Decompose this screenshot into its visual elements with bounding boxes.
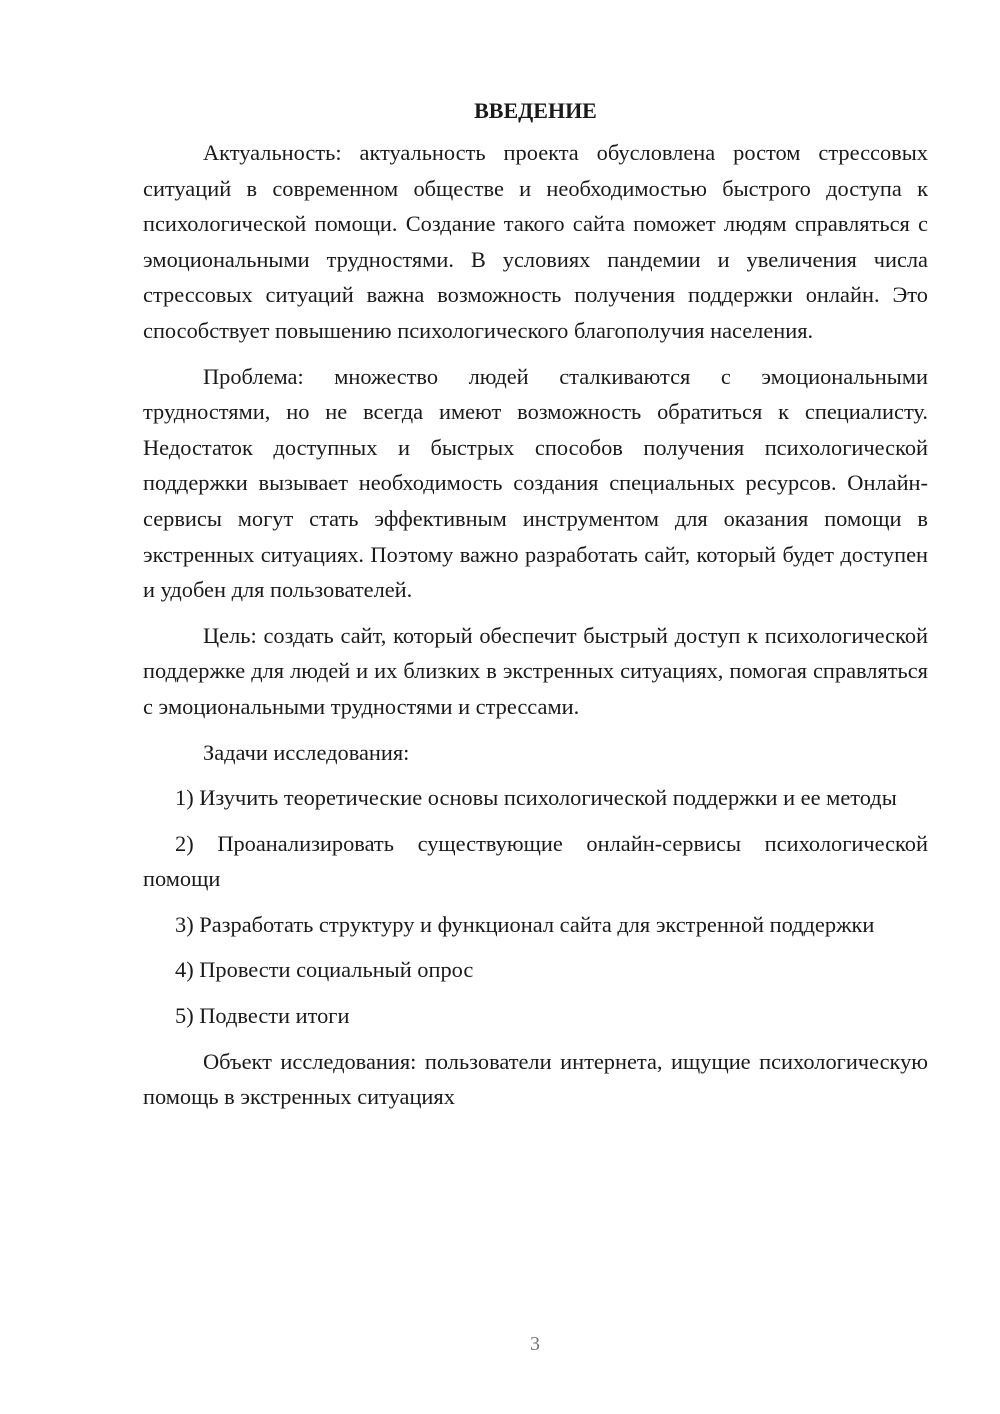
task-text: Подвести итоги <box>199 1003 350 1029</box>
task-item <box>143 998 928 1034</box>
object-paragraph: Объект исследования: пользователи интернета, ищущие психологическую помощь в экстренных ситуациях <box>143 1048 928 1110</box>
page-content <box>143 93 928 1115</box>
task-text: Провести социальный опрос <box>199 957 474 983</box>
section-heading: ВВЕДЕНИЕ <box>474 98 597 123</box>
tasks-heading: Задачи исследования: <box>203 739 410 765</box>
task-number: 4) <box>175 957 194 983</box>
task-number: 5) <box>175 1003 194 1029</box>
goal-paragraph: Цель: создать сайт, который обеспечит быстрый доступ к психологической поддержке для людей и их близких в экстренных ситуациях, помогая справляться с эмоциональными трудностями и стрессами. <box>143 622 928 719</box>
task-number: 3) <box>175 911 194 937</box>
task-text: Разработать структуру и функционал сайта для экстренной поддержки <box>199 911 875 937</box>
task-text: Изучить теоретические основы психологической поддержки и ее методы <box>199 785 897 811</box>
task-number: 1) <box>175 785 194 811</box>
task-number: 2) <box>175 830 194 856</box>
task-item <box>143 907 928 943</box>
problem-paragraph: Проблема: множество людей сталкиваются с эмоциональными трудностями, но не всегда имеют возможность обратиться к специалисту. Недостаток доступных и быстрых способов получения психологической поддержки вызывает необходимость создания специальных ресурсов. Онлайн-сервисы могут стать эффективным инструментом для оказания помощи в экстренных ситуациях. Поэтому важно разработать сайт, который будет доступен и удобен для пользователей. <box>143 363 928 603</box>
task-text: Проанализировать существующие онлайн-сервисы психологической помощи <box>143 830 928 892</box>
task-item <box>143 780 928 816</box>
page-number: 3 <box>530 1333 540 1355</box>
tasks-list <box>143 780 928 1034</box>
task-item <box>143 952 928 988</box>
relevance-paragraph: Актуальность: актуальность проекта обусловлена ростом стрессовых ситуаций в современном обществе и необходимостью быстрого доступа к психологической помощи. Создание такого сайта поможет людям справляться с эмоциональными трудностями. В условиях пандемии и увеличения числа стрессовых ситуаций важна возможность получения поддержки онлайн. Это способствует повышению психологического благополучия населения. <box>143 140 928 343</box>
task-item <box>143 826 928 897</box>
